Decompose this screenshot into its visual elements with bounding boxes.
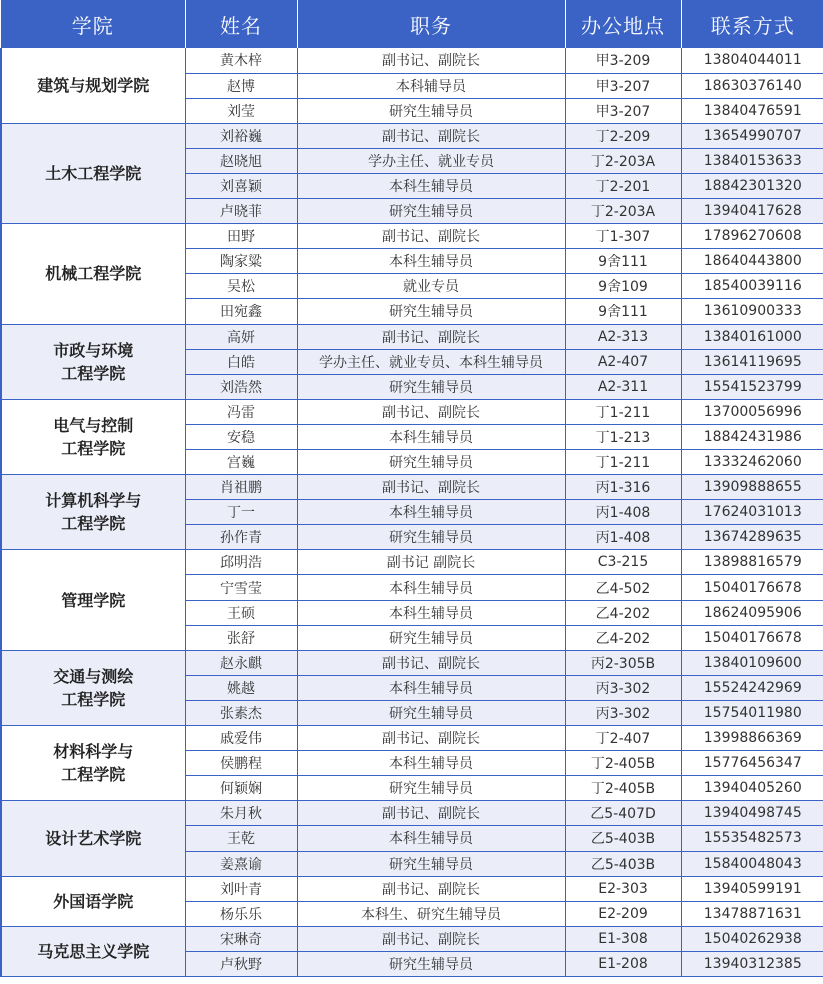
role-cell: 研究生辅导员 [297, 199, 565, 224]
college-name-line: 交通与测绘 [53, 666, 134, 686]
table-row [1, 123, 823, 148]
name-cell: 田野 [185, 224, 297, 249]
phone-cell: 13898816579 [681, 550, 823, 575]
office-cell: 9舍111 [565, 299, 681, 324]
name-cell: 陶家粱 [185, 249, 297, 274]
table-row [1, 48, 823, 73]
name-cell: 朱月秋 [185, 801, 297, 826]
role-cell: 研究生辅导员 [297, 299, 565, 324]
phone-cell: 13610900333 [681, 299, 823, 324]
header-college: 学院 [1, 0, 185, 48]
role-cell: 副书记、副院长 [297, 926, 565, 951]
table-header [1, 0, 823, 48]
college-name-line: 市政与环境 [53, 340, 134, 360]
office-cell: E1-308 [565, 926, 681, 951]
college-name-line: 工程学院 [61, 765, 126, 785]
role-cell: 研究生辅导员 [297, 98, 565, 123]
college-cell [1, 224, 185, 324]
college-cell [1, 48, 185, 123]
office-cell: 丁2-405B [565, 776, 681, 801]
name-cell: 肖祖鹏 [185, 475, 297, 500]
phone-cell: 13940312385 [681, 951, 823, 976]
role-cell: 副书记、副院长 [297, 224, 565, 249]
name-cell: 姜熹谕 [185, 851, 297, 876]
phone-cell: 15754011980 [681, 700, 823, 725]
role-cell: 副书记、副院长 [297, 650, 565, 675]
role-cell: 副书记、副院长 [297, 876, 565, 901]
name-cell: 杨乐乐 [185, 901, 297, 926]
table-row [1, 726, 823, 751]
phone-cell: 13700056996 [681, 399, 823, 424]
role-cell: 本科生辅导员 [297, 675, 565, 700]
role-cell: 研究生辅导员 [297, 776, 565, 801]
phone-cell: 18842431986 [681, 424, 823, 449]
header-contact: 联系方式 [681, 0, 823, 48]
role-cell: 副书记 副院长 [297, 550, 565, 575]
name-cell: 田宛鑫 [185, 299, 297, 324]
name-cell: 邱明浩 [185, 550, 297, 575]
college-name-line: 工程学院 [61, 438, 126, 458]
name-cell: 赵博 [185, 73, 297, 98]
role-cell: 研究生辅导员 [297, 625, 565, 650]
office-cell: 丁2-201 [565, 173, 681, 198]
office-cell: 甲3-209 [565, 48, 681, 73]
college-name-line: 计算机科学与 [45, 491, 142, 511]
name-cell: 吴松 [185, 274, 297, 299]
office-cell: A2-313 [565, 324, 681, 349]
office-cell: 乙4-202 [565, 625, 681, 650]
college-cell [1, 926, 185, 976]
phone-cell: 17896270608 [681, 224, 823, 249]
role-cell: 本科辅导员 [297, 73, 565, 98]
role-cell: 学办主任、就业专员 [297, 148, 565, 173]
phone-cell: 15840048043 [681, 851, 823, 876]
name-cell: 宋琳奇 [185, 926, 297, 951]
office-cell: E1-208 [565, 951, 681, 976]
table-row [1, 550, 823, 575]
phone-cell: 13909888655 [681, 475, 823, 500]
name-cell: 宫巍 [185, 450, 297, 475]
college-name-line: 马克思主义学院 [37, 941, 150, 961]
college-name-line: 工程学院 [61, 514, 126, 534]
phone-cell: 18640443800 [681, 249, 823, 274]
phone-cell: 13940405260 [681, 776, 823, 801]
name-cell: 何颖娴 [185, 776, 297, 801]
college-cell [1, 550, 185, 650]
header-row [1, 0, 823, 48]
table-row [1, 926, 823, 951]
name-cell: 侯鹏程 [185, 751, 297, 776]
role-cell: 研究生辅导员 [297, 450, 565, 475]
college-cell [1, 726, 185, 801]
phone-cell: 13840109600 [681, 650, 823, 675]
role-cell: 本科生、研究生辅导员 [297, 901, 565, 926]
college-cell [1, 324, 185, 399]
table-row [1, 876, 823, 901]
role-cell: 研究生辅导员 [297, 851, 565, 876]
role-cell: 副书记、副院长 [297, 475, 565, 500]
phone-cell: 13940498745 [681, 801, 823, 826]
role-cell: 副书记、副院长 [297, 48, 565, 73]
name-cell: 孙作青 [185, 525, 297, 550]
office-cell: A2-407 [565, 349, 681, 374]
office-cell: 丁2-405B [565, 751, 681, 776]
role-cell: 副书记、副院长 [297, 726, 565, 751]
role-cell: 研究生辅导员 [297, 951, 565, 976]
phone-cell: 13840476591 [681, 98, 823, 123]
office-cell: 丁2-203A [565, 199, 681, 224]
name-cell: 安稳 [185, 424, 297, 449]
college-cell [1, 123, 185, 223]
college-name-line: 工程学院 [61, 363, 126, 383]
role-cell: 研究生辅导员 [297, 700, 565, 725]
office-cell: 丁2-209 [565, 123, 681, 148]
phone-cell: 13840153633 [681, 148, 823, 173]
table-row [1, 475, 823, 500]
phone-cell: 13804044011 [681, 48, 823, 73]
college-name-line: 材料科学与 [53, 742, 134, 762]
office-cell: A2-311 [565, 374, 681, 399]
phone-cell: 13998866369 [681, 726, 823, 751]
office-cell: 9舍109 [565, 274, 681, 299]
phone-cell: 15776456347 [681, 751, 823, 776]
role-cell: 本科生辅导员 [297, 826, 565, 851]
header-office: 办公地点 [565, 0, 681, 48]
office-cell: 9舍111 [565, 249, 681, 274]
phone-cell: 18540039116 [681, 274, 823, 299]
name-cell: 刘叶青 [185, 876, 297, 901]
table-body [1, 48, 823, 976]
college-cell [1, 801, 185, 876]
office-cell: 丙2-305B [565, 650, 681, 675]
college-name-line: 土木工程学院 [45, 163, 142, 183]
table-row [1, 399, 823, 424]
office-cell: E2-303 [565, 876, 681, 901]
name-cell: 姚越 [185, 675, 297, 700]
role-cell: 就业专员 [297, 274, 565, 299]
office-cell: 丙3-302 [565, 675, 681, 700]
office-cell: E2-209 [565, 901, 681, 926]
header-role: 职务 [297, 0, 565, 48]
name-cell: 宁雪莹 [185, 575, 297, 600]
office-cell: 丁1-307 [565, 224, 681, 249]
office-cell: 丁1-211 [565, 450, 681, 475]
office-cell: 丁1-213 [565, 424, 681, 449]
phone-cell: 13940599191 [681, 876, 823, 901]
office-cell: 丙1-408 [565, 525, 681, 550]
office-cell: 丙3-302 [565, 700, 681, 725]
name-cell: 卢秋野 [185, 951, 297, 976]
role-cell: 研究生辅导员 [297, 525, 565, 550]
name-cell: 冯雷 [185, 399, 297, 424]
role-cell: 研究生辅导员 [297, 374, 565, 399]
name-cell: 刘莹 [185, 98, 297, 123]
phone-cell: 15541523799 [681, 374, 823, 399]
table-row [1, 801, 823, 826]
office-cell: 乙4-202 [565, 600, 681, 625]
role-cell: 副书记、副院长 [297, 801, 565, 826]
name-cell: 刘浩然 [185, 374, 297, 399]
office-cell: 丁2-203A [565, 148, 681, 173]
college-cell [1, 876, 185, 926]
office-cell: 丙1-408 [565, 500, 681, 525]
phone-cell: 13674289635 [681, 525, 823, 550]
role-cell: 本科生辅导员 [297, 424, 565, 449]
office-cell: 丁2-407 [565, 726, 681, 751]
name-cell: 白皓 [185, 349, 297, 374]
name-cell: 张素杰 [185, 700, 297, 725]
role-cell: 本科生辅导员 [297, 173, 565, 198]
table-row [1, 650, 823, 675]
office-cell: 乙5-407D [565, 801, 681, 826]
college-name-line: 管理学院 [61, 590, 126, 610]
name-cell: 戚爱伟 [185, 726, 297, 751]
phone-cell: 13940417628 [681, 199, 823, 224]
table-row [1, 224, 823, 249]
office-cell: 丁1-211 [565, 399, 681, 424]
phone-cell: 17624031013 [681, 500, 823, 525]
office-cell: 甲3-207 [565, 73, 681, 98]
office-cell: 乙4-502 [565, 575, 681, 600]
college-name-line: 机械工程学院 [45, 264, 142, 284]
college-name-line: 外国语学院 [53, 891, 134, 911]
role-cell: 本科生辅导员 [297, 249, 565, 274]
role-cell: 本科生辅导员 [297, 500, 565, 525]
role-cell: 副书记、副院长 [297, 123, 565, 148]
office-cell: 甲3-207 [565, 98, 681, 123]
office-cell: C3-215 [565, 550, 681, 575]
role-cell: 本科生辅导员 [297, 575, 565, 600]
phone-cell: 15535482573 [681, 826, 823, 851]
role-cell: 本科生辅导员 [297, 751, 565, 776]
name-cell: 张舒 [185, 625, 297, 650]
phone-cell: 18624095906 [681, 600, 823, 625]
phone-cell: 15040262938 [681, 926, 823, 951]
college-name-line: 建筑与规划学院 [37, 75, 150, 95]
role-cell: 本科生辅导员 [297, 600, 565, 625]
role-cell: 副书记、副院长 [297, 399, 565, 424]
phone-cell: 15040176678 [681, 575, 823, 600]
college-name-line: 电气与控制 [53, 415, 134, 435]
table-row [1, 324, 823, 349]
name-cell: 刘喜颖 [185, 173, 297, 198]
name-cell: 赵永麒 [185, 650, 297, 675]
role-cell: 学办主任、就业专员、本科生辅导员 [297, 349, 565, 374]
college-cell [1, 399, 185, 474]
college-cell [1, 650, 185, 725]
office-cell: 乙5-403B [565, 851, 681, 876]
college-cell [1, 475, 185, 550]
college-name-line: 工程学院 [61, 689, 126, 709]
phone-cell: 18630376140 [681, 73, 823, 98]
phone-cell: 15524242969 [681, 675, 823, 700]
name-cell: 刘裕巍 [185, 123, 297, 148]
college-name-line: 设计艺术学院 [45, 828, 142, 848]
name-cell: 丁一 [185, 500, 297, 525]
phone-cell: 13614119695 [681, 349, 823, 374]
phone-cell: 13840161000 [681, 324, 823, 349]
phone-cell: 13654990707 [681, 123, 823, 148]
name-cell: 王硕 [185, 600, 297, 625]
office-cell: 乙5-403B [565, 826, 681, 851]
phone-cell: 15040176678 [681, 625, 823, 650]
role-cell: 副书记、副院长 [297, 324, 565, 349]
name-cell: 赵晓旭 [185, 148, 297, 173]
header-name: 姓名 [185, 0, 297, 48]
office-cell: 丙1-316 [565, 475, 681, 500]
phone-cell: 13478871631 [681, 901, 823, 926]
phone-cell: 13332462060 [681, 450, 823, 475]
name-cell: 高妍 [185, 324, 297, 349]
name-cell: 黄木梓 [185, 48, 297, 73]
phone-cell: 18842301320 [681, 173, 823, 198]
name-cell: 卢晓菲 [185, 199, 297, 224]
name-cell: 王乾 [185, 826, 297, 851]
